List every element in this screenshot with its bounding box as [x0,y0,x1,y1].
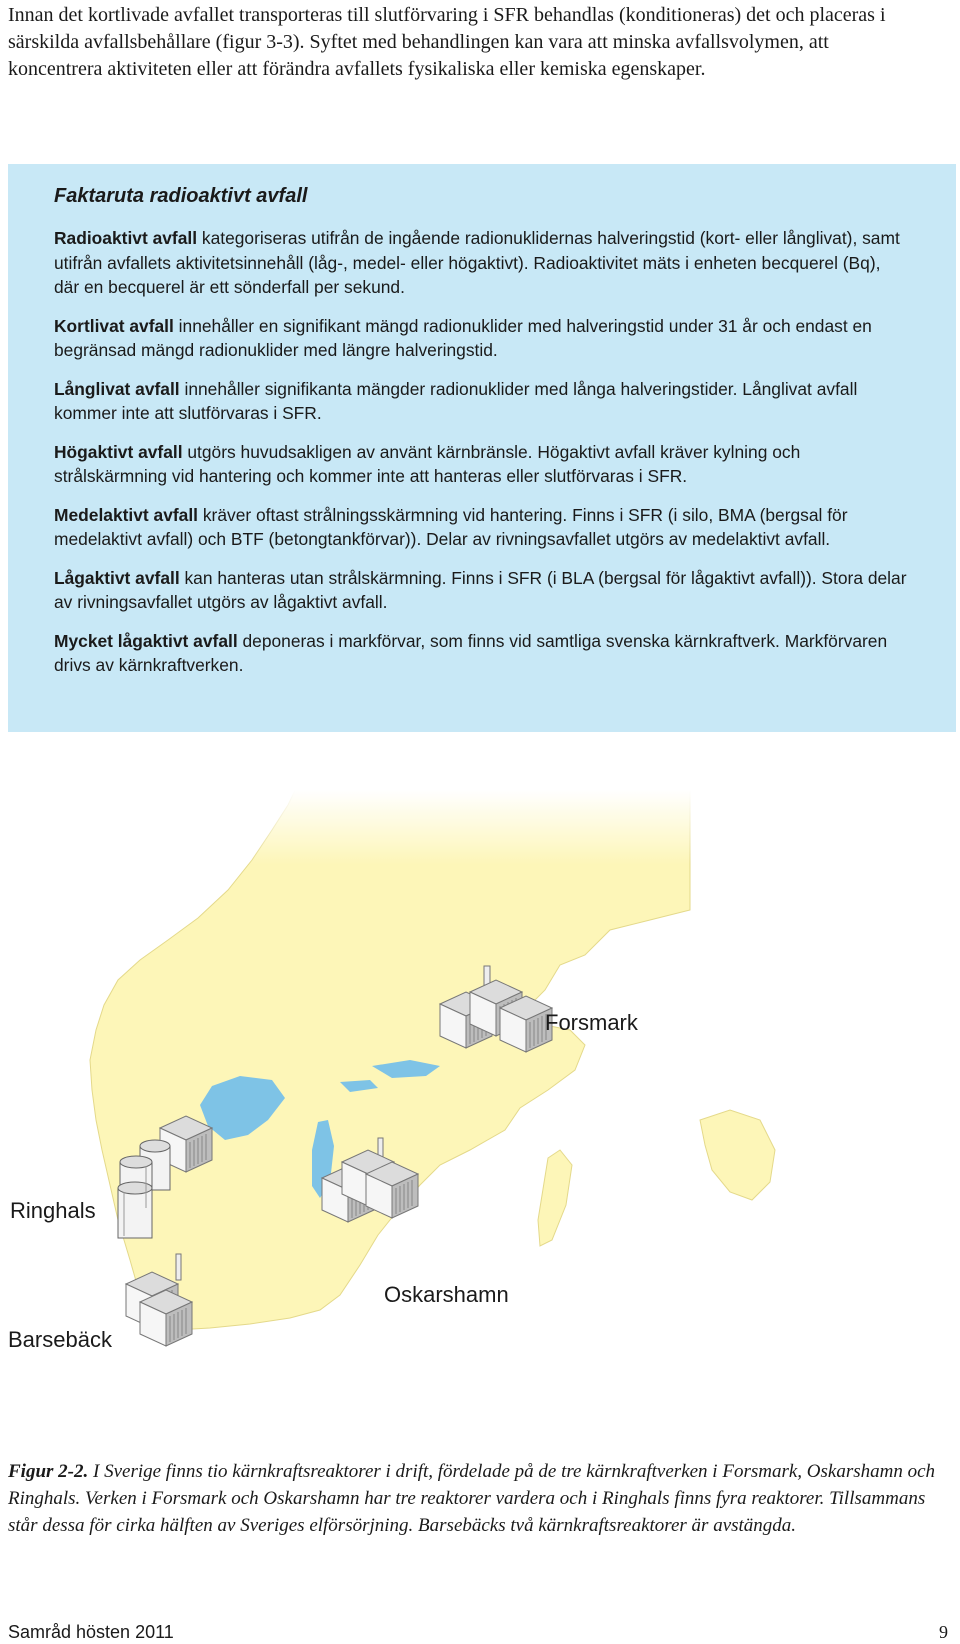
map-label-forsmark: Forsmark [545,1010,638,1035]
fact-paragraph [54,440,910,489]
fact-paragraph [54,503,910,552]
fact-term: Radioaktivt avfall [54,228,198,248]
fact-term: Långlivat avfall [54,378,180,399]
figure-caption [8,1458,948,1539]
map-label-ringhals: Ringhals [10,1198,96,1223]
map-label-barseback: Barsebäck [8,1327,112,1352]
fact-term: Medelaktivt avfall [54,504,199,525]
fact-text: kan hanteras utan strålskärmning. Finns i SFR (i BLA (bergsal för lågaktivt avfall)). Stora delar av rivningsavfallet utgörs av lågaktivt avfall. [54,567,907,612]
fact-box [8,164,956,732]
sweden-map-figure [0,790,960,1410]
fact-term: Kortlivat avfall [54,315,174,336]
fact-paragraph [54,377,910,426]
figure-caption-text: I Sverige finns tio kärnkraftsreaktorer i drift, fördelade på de tre kärnkraftverken i Forsmark, Oskarshamn och Ringhals. Verken i Forsmark och Oskarshamn har tre reaktorer vardera och i Ringhals finns fyra reaktorer. Tillsammans står dessa för cirka hälften av Sveriges elförsörjning. Barsebäcks två kärnkraftsreaktorer är avstängda. [8,1461,936,1536]
fact-box-title: Faktaruta radioaktivt avfall [54,185,308,207]
fact-text: kategoriseras utifrån de ingående radionuklidernas halveringstid (kort- eller långlivat), samt utifrån avfallets aktivitetsinnehåll (låg-, medel- eller högaktivt). Radioaktivitet mäts i enheten becquerel (Bq), där en becquerel är ett sönderfall per sekund. [54,228,900,297]
fact-paragraph [54,226,910,300]
fact-paragraph [54,566,910,615]
fact-paragraph [54,314,910,363]
fact-paragraph [54,629,910,678]
fact-term: Mycket lågaktivt avfall [54,630,238,651]
intro-paragraph: Innan det kortlivade avfallet transporteras till slutförvaring i SFR behandlas (konditioneras) det och placeras i särskilda avfallsbehållare (figur 3-3). Syftet med behandlingen kan vara att minska avfallsvolymen, att koncentrera aktiviteten eller att förändra avfallets fysikaliska eller kemiska egenskaper. [8,4,886,80]
fact-text: kräver oftast strålningsskärmning vid hantering. Finns i SFR (i silo, BMA (bergsal för medelaktivt avfall) och BTF (betongtankförvar)). Delar av rivningsavfallet utgörs av medelaktivt avfall. [54,504,848,549]
footer-publication: Samråd hösten 2011 [8,1622,174,1642]
figure-caption-lead: Figur 2-2. [8,1461,89,1482]
fact-text: innehåller en signifikant mängd radionuklider med halveringstid under 31 år och endast en begränsad mängd radionuklider med längre halveringstid. [54,315,872,360]
fact-text: utgörs huvudsakligen av använt kärnbränsle. Högaktivt avfall kräver kylning och strålskärmning vid hantering och kommer inte att hanteras eller slutförvaras i SFR. [54,441,801,486]
sweden-map-illustration [0,790,960,1410]
map-label-oskarshamn: Oskarshamn [384,1282,509,1307]
footer-page-number: 9 [939,1622,948,1642]
fact-text: innehåller signifikanta mängder radionuklider med långa halveringstider. Långlivat avfall kommer inte att slutförvaras i SFR. [54,378,858,423]
fact-term: Högaktivt avfall [54,441,183,462]
fact-text: deponeras i markförvar, som finns vid samtliga svenska kärnkraftverk. Markförvaren drivs av kärnkraftverken. [54,630,888,675]
fact-term: Lågaktivt avfall [54,567,180,588]
